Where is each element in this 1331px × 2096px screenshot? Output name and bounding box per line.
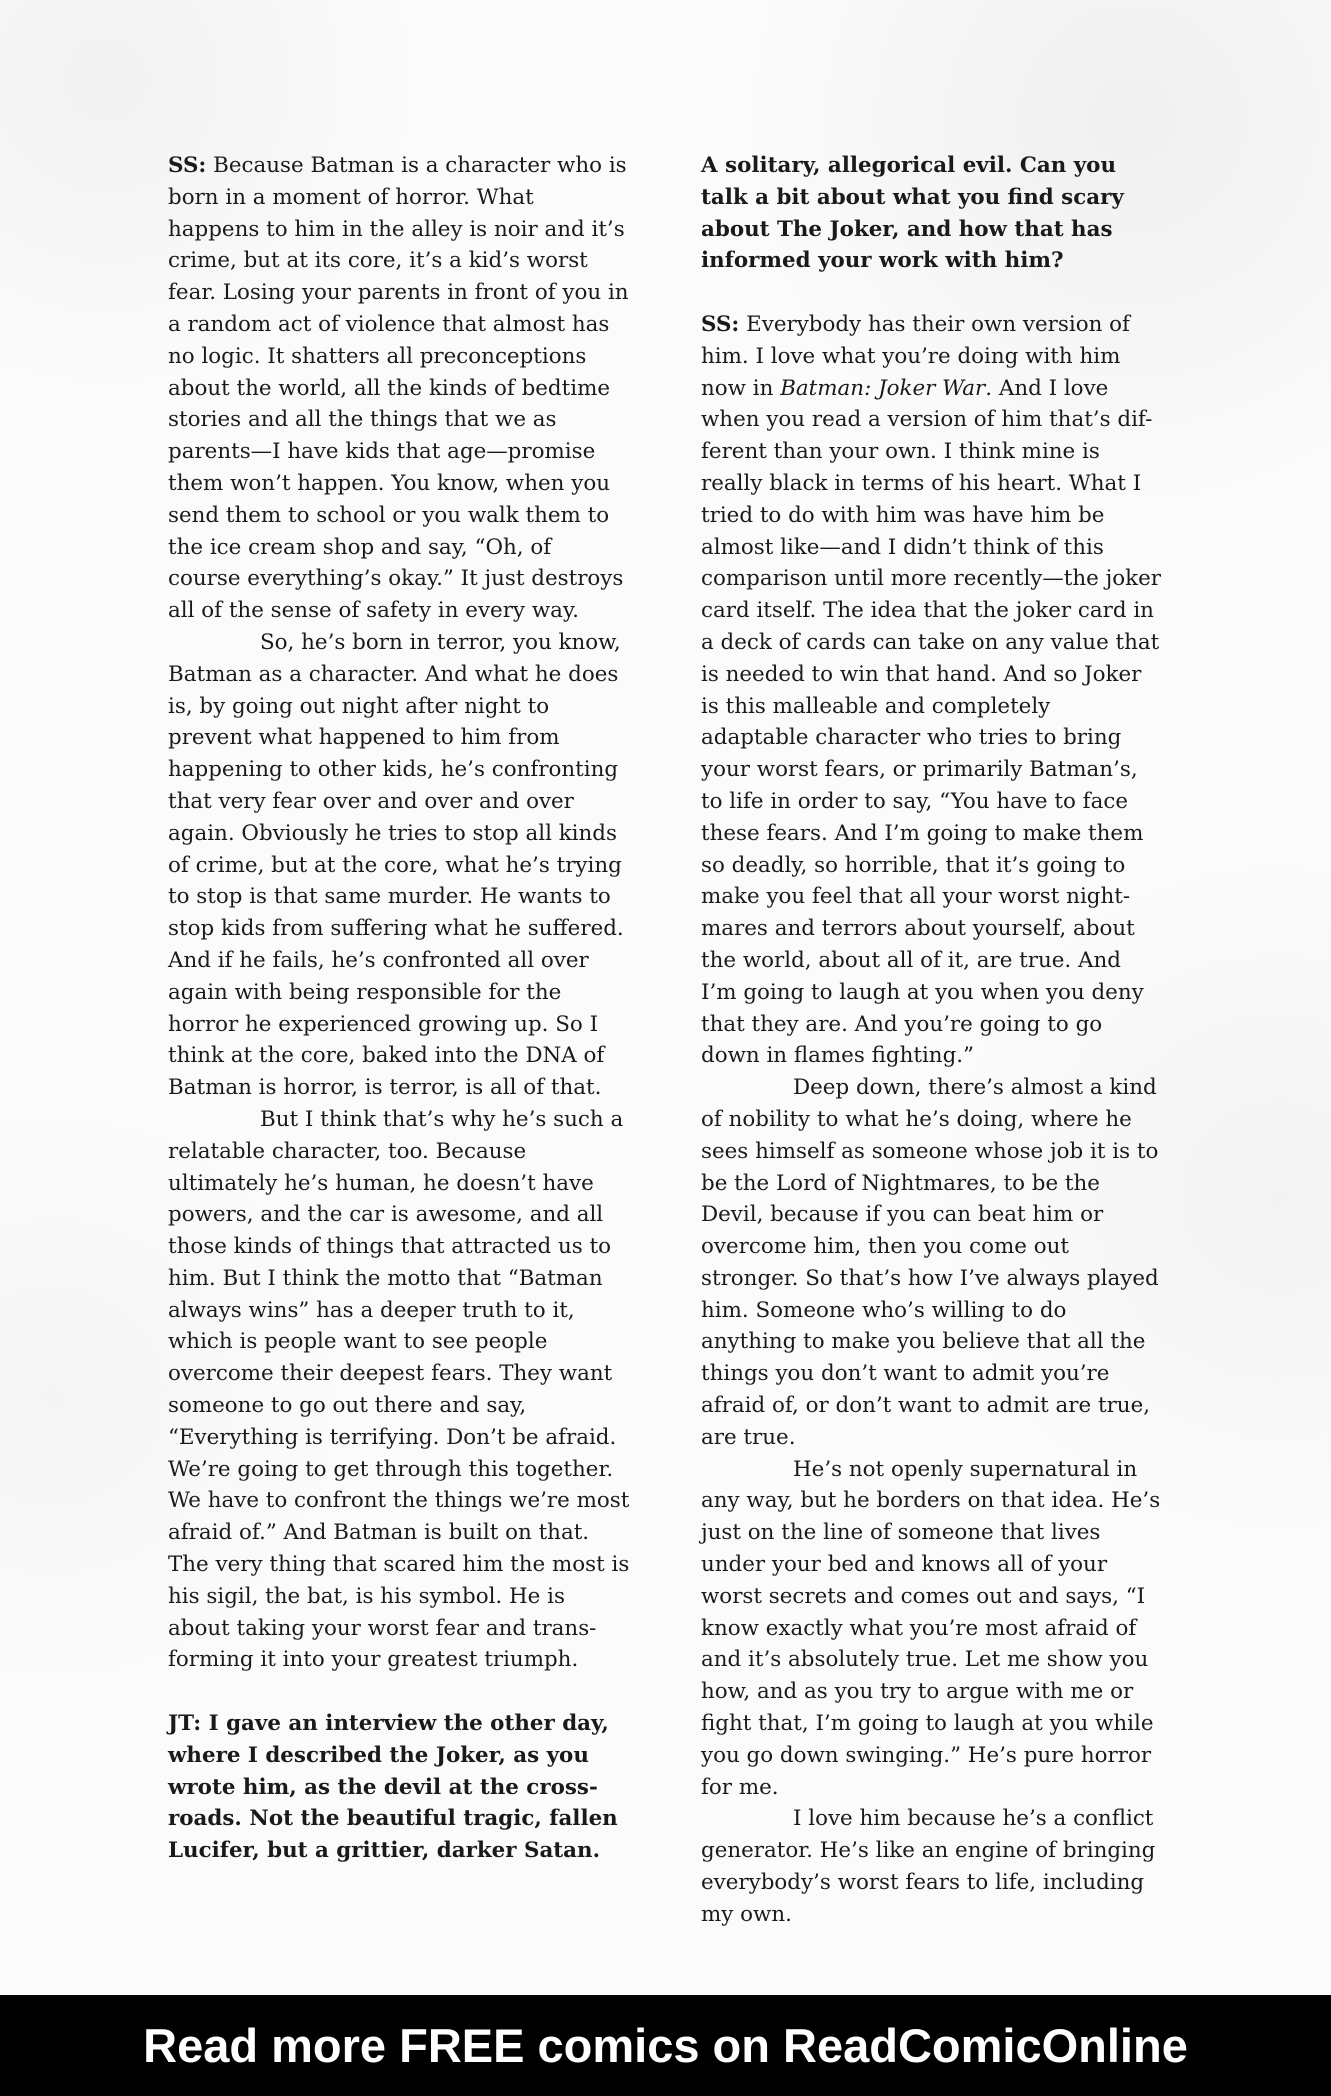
right-column: [701, 150, 1163, 1931]
answer-paragraph: So, he’s born in terror, you know, Batman as a character. And what he does is, by going out night after night to prevent what happened to him from happening to other kids, he’s confronting that very fear over and over and over again. Obviously he tries to stop all kinds of crime, but at the core, what he’s trying to stop is that same murder. He wants to stop kids from suffering what he suffered. And if he fails, he’s confronted all over again with being responsible for the horror he experienced growing up. So I think at the core, baked into the DNA of Batman is horror, is terror, is all of that.: [168, 629, 624, 1101]
answer-paragraph: I love him because he’s a conflict generator. He’s like an engine of bringing everybody’s worst fears to life, including my own.: [701, 1806, 1156, 1927]
promo-banner[interactable]: [0, 1995, 1331, 2096]
answer-paragraph: He’s not openly supernatural in any way, but he borders on that idea. He’s just on the line of someone that lives under your bed and knows all of your worst secrets and comes out and says, “I know exactly what you’re most afraid of and it’s absolutely true. Let me show you how, and as you try to argue with me or fight that, I’m going to laugh at you while you go down swinging.” He’s pure horror for me.: [701, 1456, 1161, 1800]
promo-banner-text[interactable]: Read more FREE comics on ReadComicOnline: [143, 2019, 1188, 2072]
answer-paragraph: But I think that’s why he’s such a relatable character, too. Because ultimately he’s human, he doesn’t have powers, and the car is awesome, and all those kinds of things that attracted us to him. But I think the motto that “Batman always wins” has a deeper truth to it, which is people want to see people overcome their deepest fears. They want someone to go out there and say, “Everything is terrifying. Don’t be afraid. We’re going to get through this together. We have to confront the things we’re most afraid of.” And Batman is built on that. The very thing that scared him the most is his sigil, the bat, is his symbol. He is about taking your worst fear and trans-forming it into your greatest triumph.: [168, 1106, 630, 1673]
answer-text: Because Batman is a character who is born in a moment of horror. What happens to him in the alley is noir and it’s crime, but at its core, it’s a kid’s worst fear. Losing your parents in front of you in a random act of violence that almost has no logic. It shatters all preconceptions about the world, all the kinds of bedtime stories and all the things that we as parents—I have kids that age—promise them won’t happen. You know, when you send them to school or you walk them to the ice cream shop and say, “Oh, of course everything’s okay.” It just destroys all of the sense of safety in every way.: [168, 153, 629, 624]
answer-paragraph: [701, 309, 1163, 1072]
left-column: [168, 150, 630, 1867]
interview-question-continued: A solitary, allegorical evil. Can you talk a bit about what you find scary about The Joker, and how that has informed your work with him?: [701, 153, 1124, 274]
answer-text: Everybody has their own version of him. I love what you’re doing with him now in: [701, 311, 1130, 401]
comic-title: Batman: Joker War: [780, 375, 986, 401]
answer-paragraph: Deep down, there’s almost a kind of nobility to what he’s doing, where he sees himself as someone whose job it is to be the Lord of Nightmares, to be the Devil, because if you can beat him or overcome him, then you come out stronger. So that’s how I’ve always played him. Someone who’s willing to do anything to make you believe that all the things you don’t want to admit you’re afraid of, or don’t want to admit are true, are true.: [701, 1075, 1159, 1450]
interview-question: JT: I gave an interview the other day, where I described the Joker, as you wrote him, as the devil at the cross-roads. Not the beautiful tragic, fallen Lucifer, but a grittier, darker Satan.: [168, 1711, 618, 1864]
speaker-label: SS:: [701, 311, 740, 337]
answer-paragraph: [168, 150, 630, 627]
speaker-label: SS:: [168, 153, 207, 178]
answer-text: . And I love when you read a version of him that’s dif-ferent than your own. I think mine is really black in terms of his heart. What I tried to do with him was have him be almost like—and I didn’t think of this comparison until more recently—the joker card itself. The idea that the joker card in a deck of cards can take on any value that is needed to win that hand. And so Joker is this malleable and completely adaptable character who tries to bring your worst fears, or primarily Batman’s, to life in order to say, “You have to face these fears. And I’m going to make them so deadly, so horrible, that it’s going to make you feel that all your worst night-mares and terrors about yourself, about the world, about all of it, are true. And I’m going to laugh at you when you deny that they are. And you’re going to go down in flames fighting.”: [701, 375, 1161, 1069]
